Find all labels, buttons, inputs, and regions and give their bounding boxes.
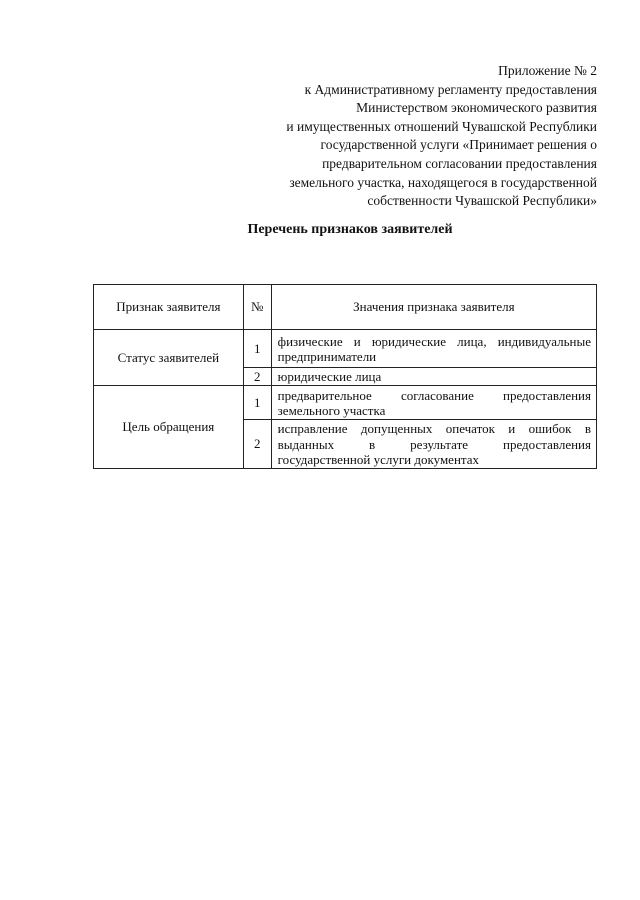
appendix-line: государственной услуги «Принимает решения о (320, 137, 597, 153)
document-title: Перечень признаков заявителей (247, 222, 453, 237)
appendix-line: Приложение № 2 (498, 63, 597, 78)
applicant-signs-table (93, 284, 597, 469)
appendix-line: к Административному регламенту предоставления (304, 81, 597, 97)
value-cell: предварительное согласование предоставления земельного участка (271, 386, 596, 420)
value-cell: исправление допущенных опечаток и ошибок в выданных в результате предоставления государственной услуги документах (271, 420, 596, 469)
number-cell: 2 (243, 368, 271, 386)
appendix-line: земельного участка, находящегося в государственной (289, 174, 597, 190)
value-cell: юридические лица (271, 368, 596, 386)
attribute-cell: Цель обращения (94, 386, 244, 469)
appendix-line: и имущественных отношений Чувашской Республики (286, 118, 597, 134)
header-attribute: Признак заявителя (94, 285, 244, 330)
header-values: Значения признака заявителя (271, 285, 596, 330)
number-cell: 1 (243, 330, 271, 368)
number-cell: 1 (243, 386, 271, 420)
appendix-line: Министерством экономического развития (356, 100, 597, 116)
number-cell: 2 (243, 420, 271, 469)
table-row (94, 330, 597, 368)
value-cell: физические и юридические лица, индивидуальные предприниматели (271, 330, 596, 368)
appendix-note (237, 62, 597, 211)
appendix-line: предварительном согласовании предоставления (322, 155, 597, 171)
appendix-line: собственности Чувашской Республики» (367, 193, 597, 209)
table-header-row (94, 285, 597, 330)
table-row (94, 386, 597, 420)
attribute-cell: Статус заявителей (94, 330, 244, 386)
header-number: № (243, 285, 271, 330)
